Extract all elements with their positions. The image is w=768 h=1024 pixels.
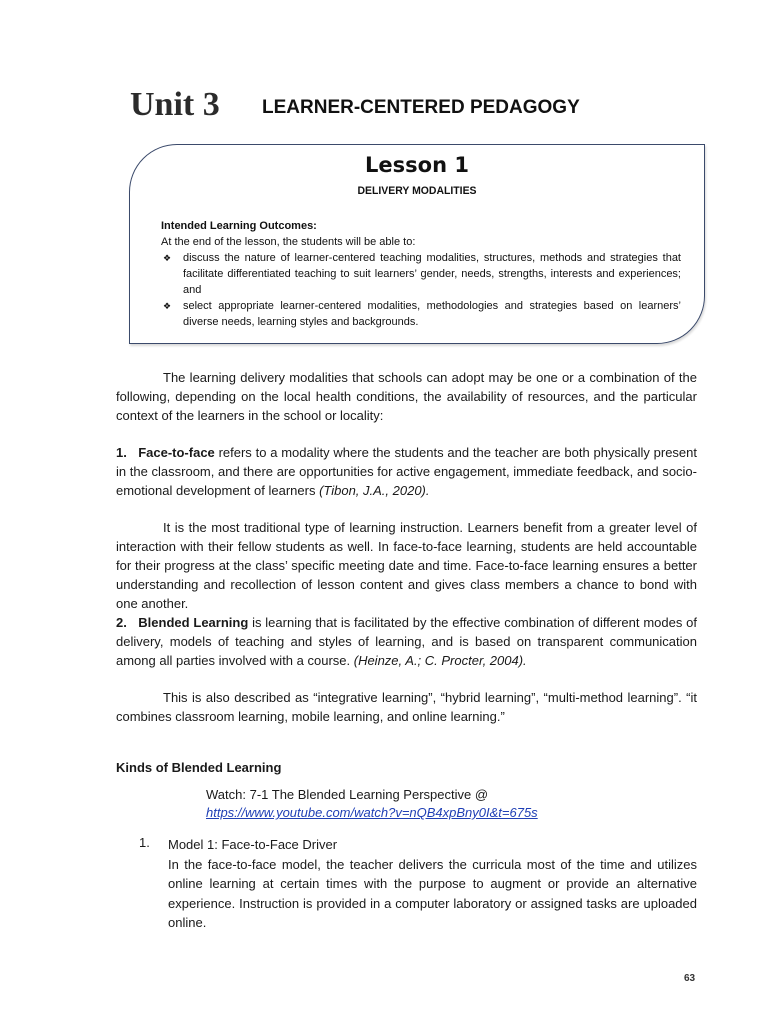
watch-reference (206, 786, 538, 822)
model-number: 1. (139, 835, 150, 850)
item-number: 1. (116, 445, 127, 460)
blended-paragraph: This is also described as “integrative learning”, “hybrid learning”, “multi-method learning”. “it combines classroom learning, mobile learning, and online learning.” (116, 690, 697, 724)
watch-text: Watch: 7-1 The Blended Learning Perspective @ (206, 787, 489, 802)
outcome-item (161, 298, 681, 330)
lesson-box (129, 144, 705, 344)
model-block (168, 835, 697, 933)
item-number: 2. (116, 615, 127, 630)
unit-label: Unit 3 (130, 86, 220, 123)
diamond-bullet-icon: ❖ (163, 253, 172, 263)
video-link[interactable]: https://www.youtube.com/watch?v=nQB4xpBny0I&t=675s (206, 805, 538, 820)
learning-outcomes (161, 218, 681, 330)
item-text: refers to a modality where the students and the teacher are both physically present in the classroom, and there are opportunities for active engagement, immediate feedback, and socio-emotional development of learners (116, 445, 698, 498)
term-face-to-face: Face-to-face (138, 445, 215, 460)
intro-paragraph: The learning delivery modalities that schools can adopt may be one or a combination of the following, depending on the local health conditions, the availability of resources, and the particular context of the learners in the school or locality: (116, 370, 697, 423)
section-heading: Kinds of Blended Learning (116, 760, 282, 775)
model-text: In the face-to-face model, the teacher delivers the curricula most of the time and utilizes online learning at certain times with the purpose to augment or provide an alternative experience. Instruction is provided in a computer laboratory or assigned tasks are uploaded online. (168, 856, 697, 930)
outcome-list (161, 250, 681, 330)
diamond-bullet-icon: ❖ (163, 301, 172, 311)
page-number: 63 (684, 973, 696, 984)
term-blended-learning: Blended Learning (138, 615, 249, 630)
citation: (Tibon, J.A., 2020). (319, 483, 430, 498)
lesson-subtitle: DELIVERY MODALITIES (357, 185, 477, 197)
item-blended-learning (116, 613, 697, 670)
outcome-text: discuss the nature of learner-centered teaching modalities, structures, methods and strategies that facilitate differentiated teaching to suit learners’ gender, needs, strengths, interests and experiences; and (183, 252, 681, 296)
lesson-title: Lesson 1 (365, 153, 469, 177)
unit-title: LEARNER-CENTERED PEDAGOGY (262, 97, 580, 118)
outcome-text: select appropriate learner-centered modalities, methodologies and strategies based on learners’ diverse needs, learning styles and backgrounds. (183, 300, 681, 328)
outcome-item (161, 250, 681, 298)
item-face-to-face (116, 443, 697, 500)
ilo-heading: Intended Learning Outcomes: (161, 220, 317, 232)
model-title: Model 1: Face-to-Face Driver (168, 837, 338, 852)
face-to-face-paragraph: It is the most traditional type of learning instruction. Learners benefit from a greater level of interaction with their fellow students as well. In face-to-face learning, students are held accountable for their progress at the class’ specific meeting date and time. Face-to-face learning ensures a better understanding and recollection of lesson content and gives class members a chance to bond with one another. (116, 520, 697, 611)
ilo-intro: At the end of the lesson, the students will be able to: (161, 236, 416, 248)
citation: (Heinze, A.; C. Procter, 2004). (353, 653, 527, 668)
item-text: is learning that is facilitated by the effective combination of different modes of delivery, models of teaching and styles of learning, and is based on transparent communication among all parties involved with a course. (116, 615, 697, 668)
